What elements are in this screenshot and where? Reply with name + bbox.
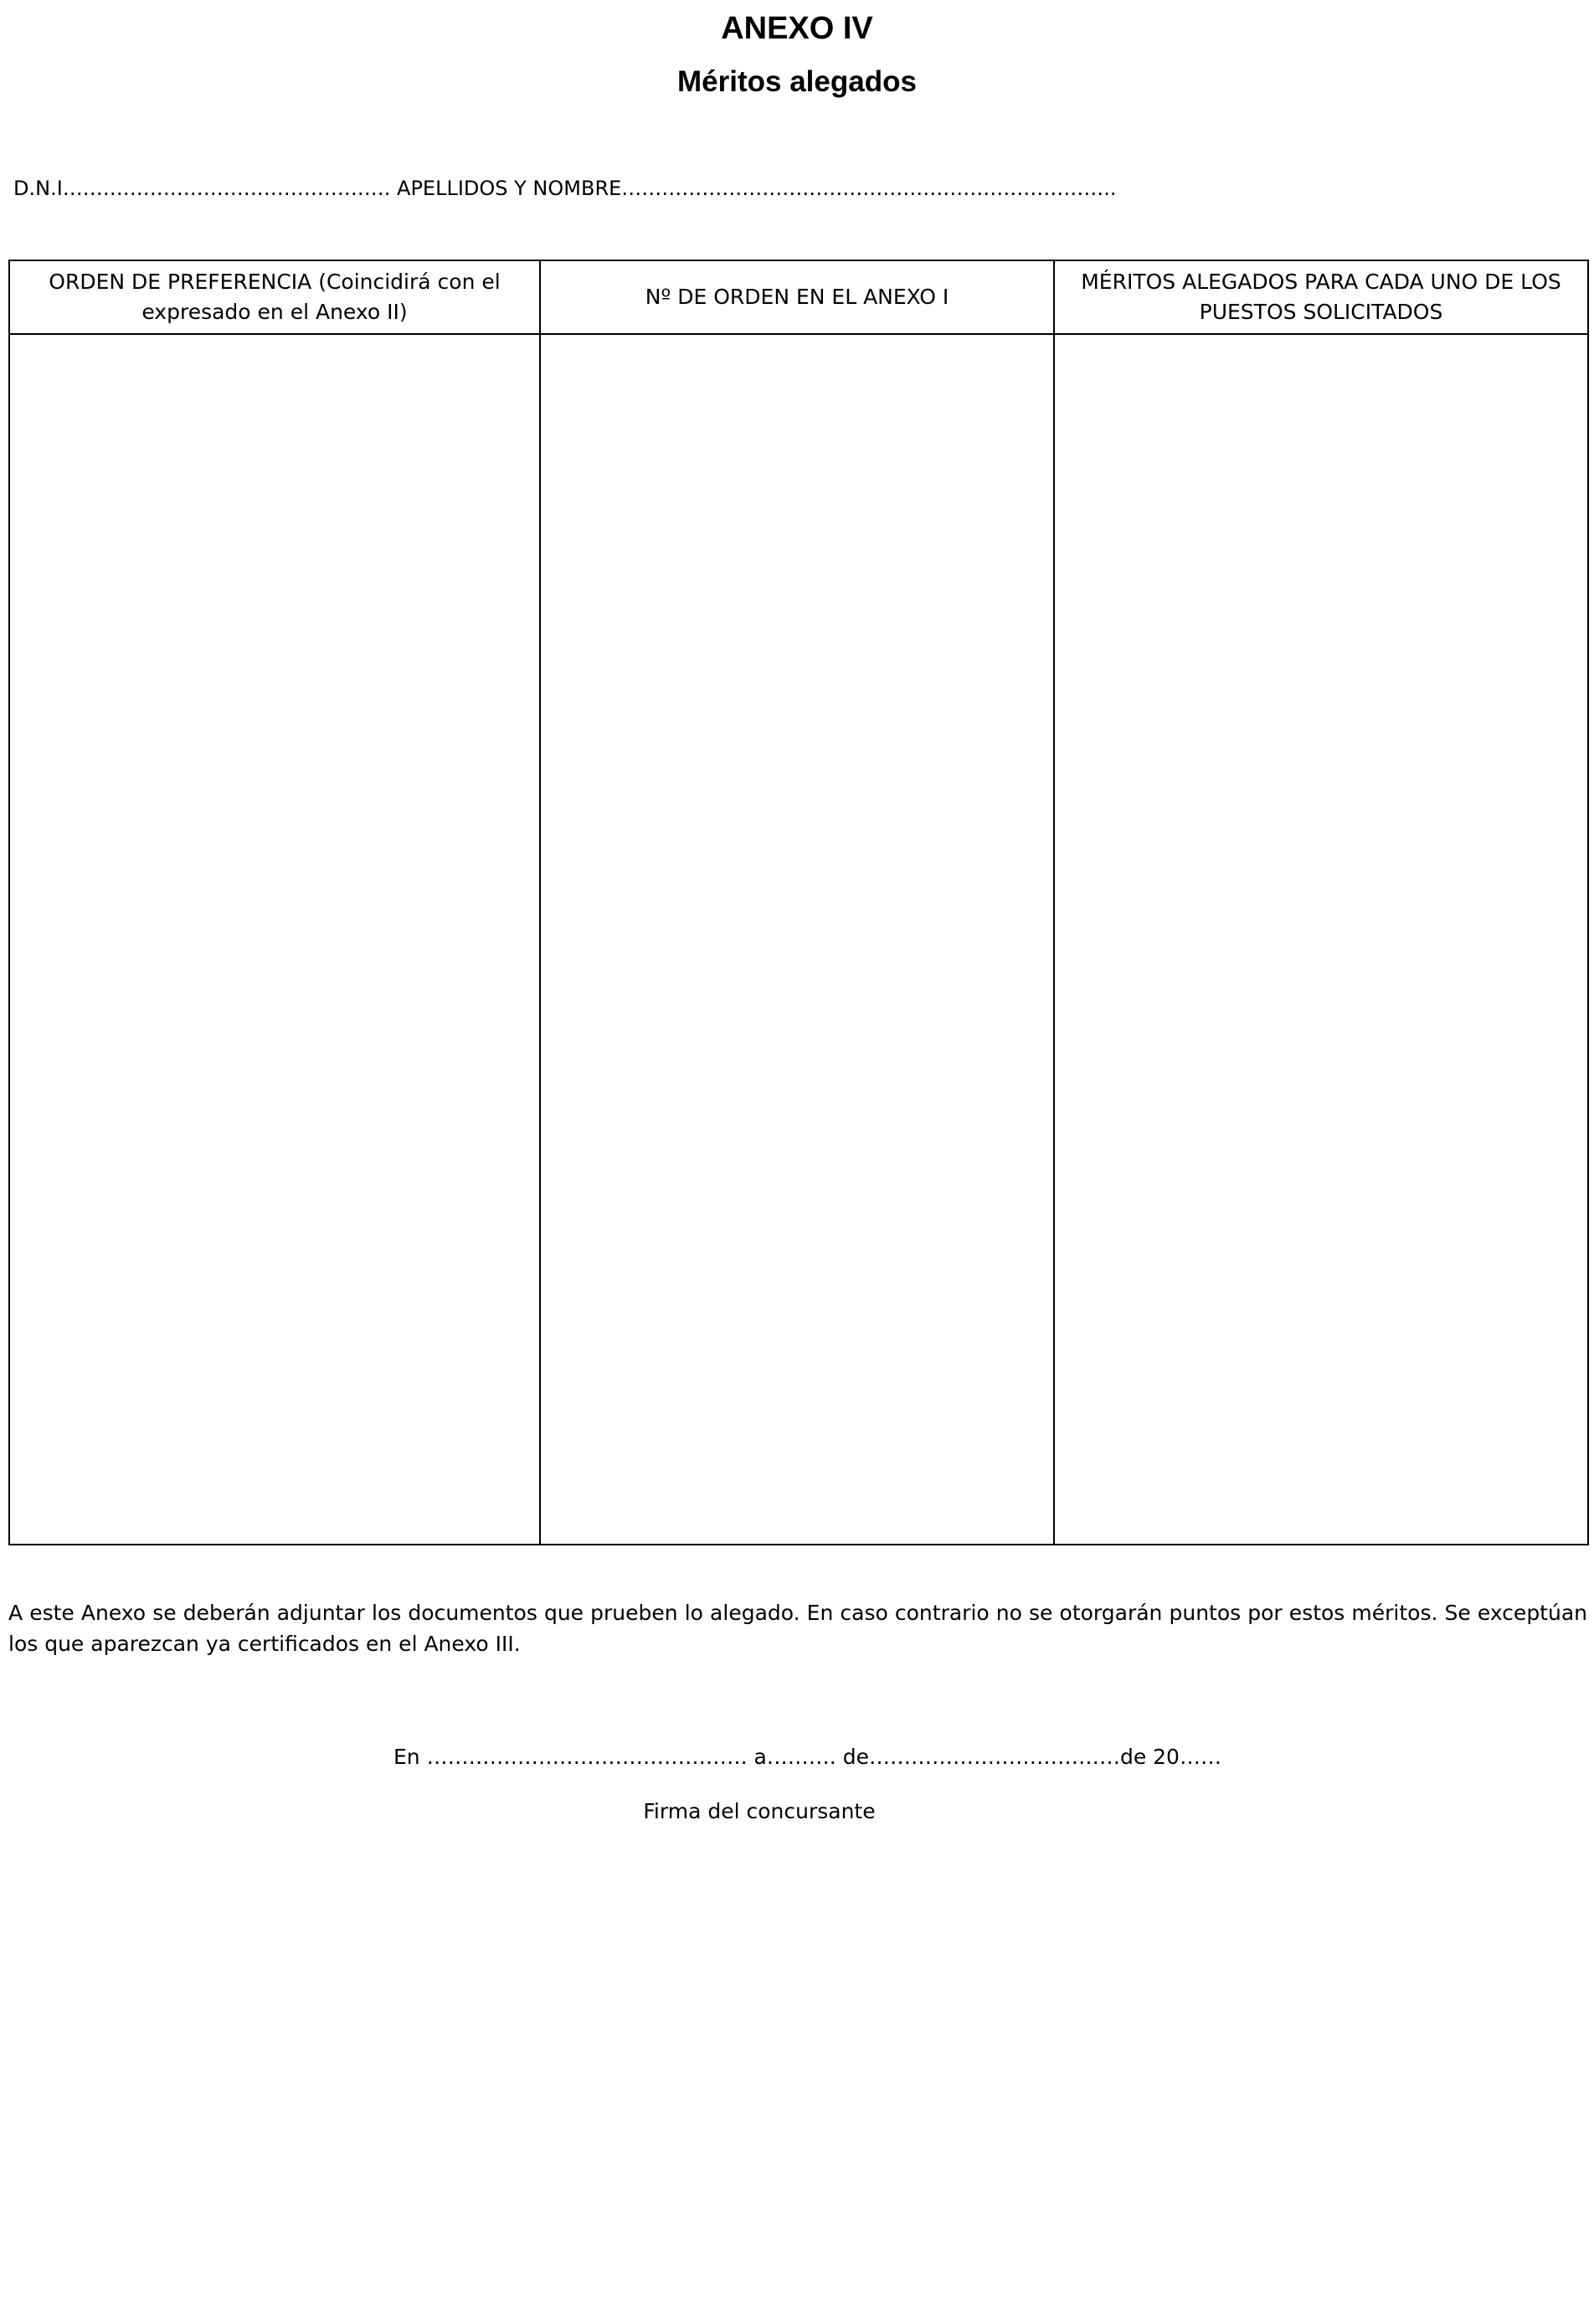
- table-header-row: [9, 260, 1588, 334]
- merits-table: [8, 260, 1589, 1545]
- attachment-note: A este Anexo se deberán adjuntar los documentos que prueben lo alegado. En caso contrario no se otorgarán puntos por estos méritos. Se exceptúan los que aparezcan ya certificados en el Anexo III.: [8, 1601, 1587, 1656]
- document-subtitle: Méritos alegados: [677, 65, 917, 98]
- signature-label: Firma del concursante: [643, 1799, 876, 1823]
- preference-order-cell[interactable]: [9, 334, 540, 1545]
- column-header-preference-order: ORDEN DE PREFERENCIA (Coincidirá con el expresado en el Anexo II): [9, 260, 540, 334]
- identity-line: D.N.I…………………………………………. APELLIDOS Y NOMBRE………………………………………………………………..: [13, 177, 1117, 200]
- table-row: [9, 334, 1588, 1545]
- column-header-alleged-merits: MÉRITOS ALEGADOS PARA CADA UNO DE LOS PUESTOS SOLICITADOS: [1054, 260, 1588, 334]
- column-header-annex-order-number: Nº DE ORDEN EN EL ANEXO I: [540, 260, 1054, 334]
- annex-order-number-cell[interactable]: [540, 334, 1054, 1545]
- alleged-merits-cell[interactable]: [1054, 334, 1588, 1545]
- place-date-line: En ………………………………………. a………. de………………………………de 20……: [393, 1745, 1221, 1769]
- document-title: ANEXO IV: [721, 11, 873, 46]
